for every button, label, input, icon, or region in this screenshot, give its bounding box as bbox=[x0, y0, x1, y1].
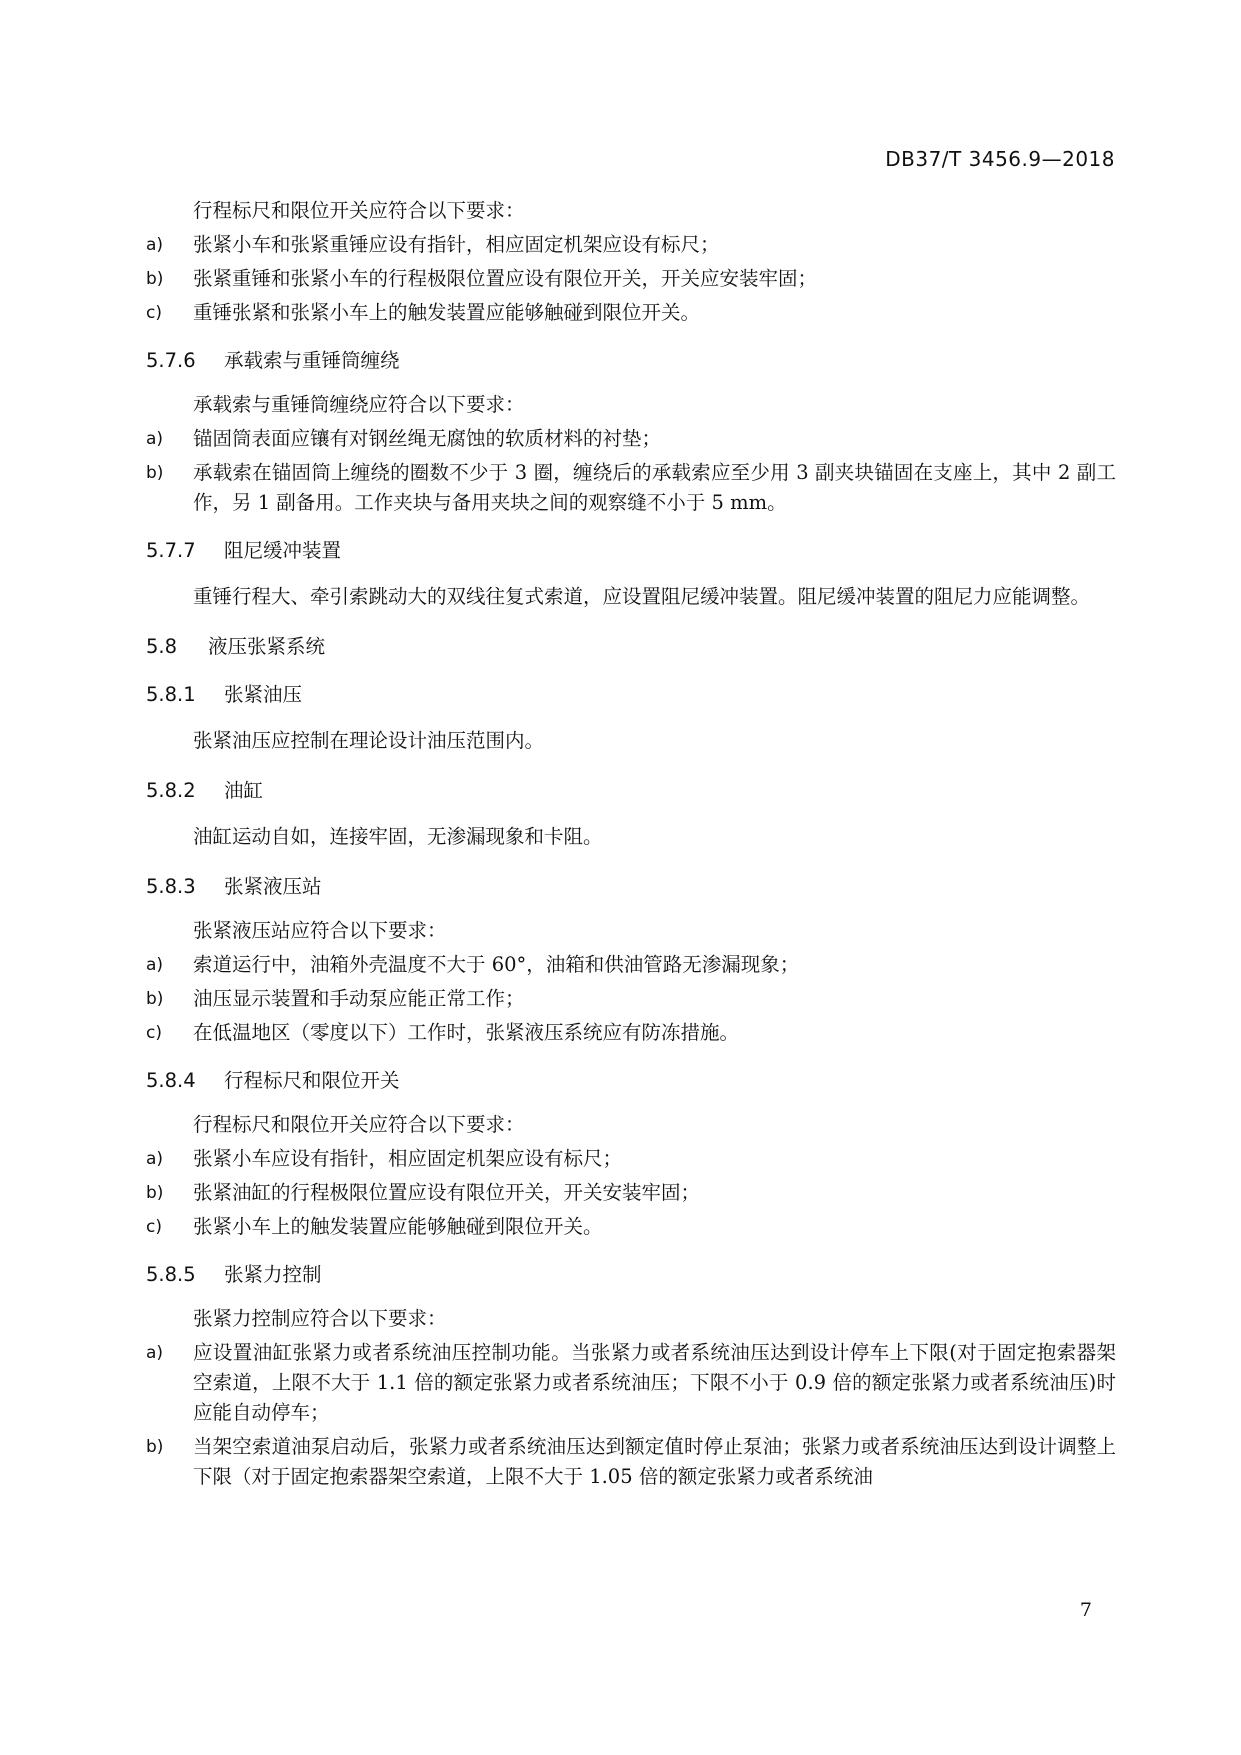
item-label: b) bbox=[146, 1437, 164, 1457]
section-intro: 张紧力控制应符合以下要求： bbox=[193, 1307, 447, 1330]
list-item bbox=[146, 950, 1116, 980]
section-title: 液压张紧系统 bbox=[208, 635, 326, 658]
section-number: 5.8 bbox=[146, 635, 178, 658]
item-text: 重锤张紧和张紧小车上的触发装置应能够触碰到限位开关。 bbox=[193, 301, 701, 324]
list-item bbox=[146, 1144, 1116, 1174]
list-item bbox=[146, 1018, 1116, 1048]
item-text: 锚固筒表面应镶有对钢丝绳无腐蚀的软质材料的衬垫； bbox=[193, 427, 662, 450]
section-title: 张紧液压站 bbox=[224, 875, 322, 898]
section-title: 油缸 bbox=[224, 779, 264, 802]
section-title: 承载索与重锤筒缠绕 bbox=[224, 349, 400, 372]
section-intro: 承载索与重锤筒缠绕应符合以下要求： bbox=[193, 393, 525, 416]
section-body: 张紧油压应控制在理论设计油压范围内。 bbox=[193, 729, 545, 752]
item-text: 张紧重锤和张紧小车的行程极限位置应设有限位开关，开关应安装牢固； bbox=[193, 267, 818, 290]
section-intro: 张紧液压站应符合以下要求： bbox=[193, 919, 447, 942]
item-text: 索道运行中，油箱外壳温度不大于 60°，油箱和供油管路无渗漏现象； bbox=[193, 953, 800, 976]
list-item bbox=[146, 1212, 1116, 1242]
item-text: 当架空索道油泵启动后，张紧力或者系统油压达到额定值时停止泵油；张紧力或者系统油压达到设计调整上下限（对于固定抱索器架空索道，上限不大于 1.05 倍的额定张紧力或者系统油 bbox=[193, 1435, 1116, 1488]
item-label: a) bbox=[146, 235, 164, 255]
section-number: 5.7.7 bbox=[146, 539, 196, 562]
section-number: 5.8.1 bbox=[146, 683, 196, 706]
item-text: 张紧油缸的行程极限位置应设有限位开关，开关安装牢固； bbox=[193, 1181, 701, 1204]
document-code: DB37/T 3456.9—2018 bbox=[885, 147, 1115, 171]
page-content bbox=[146, 196, 1116, 1496]
item-text: 承载索在锚固筒上缠绕的圈数不少于 3 圈，缠绕后的承载索应至少用 3 副夹块锚固在支座上，其中 2 副工作，另 1 副备用。工作夹块与备用夹块之间的观察缝不小于 5 mm。 bbox=[193, 461, 1116, 514]
section-heading bbox=[146, 632, 1116, 662]
section-body: 重锤行程大、牵引索跳动大的双线往复式索道，应设置阻尼缓冲装置。阻尼缓冲装置的阻尼力应能调整。 bbox=[193, 585, 1091, 608]
item-label: b) bbox=[146, 463, 164, 483]
section-number: 5.8.5 bbox=[146, 1263, 196, 1286]
item-label: c) bbox=[146, 1217, 162, 1237]
section-number: 5.8.2 bbox=[146, 779, 196, 802]
section-heading bbox=[146, 872, 1116, 902]
section-intro: 行程标尺和限位开关应符合以下要求： bbox=[193, 1113, 525, 1136]
section-number: 5.8.4 bbox=[146, 1069, 196, 1092]
list-item bbox=[146, 264, 1116, 294]
list-item bbox=[146, 1432, 1116, 1492]
section-heading bbox=[146, 680, 1116, 710]
section-title: 阻尼缓冲装置 bbox=[224, 539, 342, 562]
section-number: 5.7.6 bbox=[146, 349, 196, 372]
section-body: 油缸运动自如，连接牢固，无渗漏现象和卡阻。 bbox=[193, 825, 603, 848]
page-number: 7 bbox=[1079, 1599, 1092, 1621]
section-heading bbox=[146, 1066, 1116, 1096]
list-item bbox=[146, 1338, 1116, 1428]
item-label: a) bbox=[146, 1343, 164, 1363]
item-label: b) bbox=[146, 1183, 164, 1203]
section-intro: 行程标尺和限位开关应符合以下要求： bbox=[193, 199, 525, 222]
section-title: 张紧油压 bbox=[224, 683, 303, 706]
item-label: a) bbox=[146, 955, 164, 975]
item-label: a) bbox=[146, 429, 164, 449]
item-label: b) bbox=[146, 269, 164, 289]
item-label: a) bbox=[146, 1149, 164, 1169]
item-text: 油压显示装置和手动泵应能正常工作； bbox=[193, 987, 525, 1010]
section-heading bbox=[146, 536, 1116, 566]
item-label: b) bbox=[146, 989, 164, 1009]
section-number: 5.8.3 bbox=[146, 875, 196, 898]
section-heading bbox=[146, 1260, 1116, 1290]
list-item bbox=[146, 298, 1116, 328]
list-item bbox=[146, 1178, 1116, 1208]
item-text: 张紧小车和张紧重锤应设有指针，相应固定机架应设有标尺； bbox=[193, 233, 720, 256]
item-text: 张紧小车上的触发装置应能够触碰到限位开关。 bbox=[193, 1215, 603, 1238]
list-item bbox=[146, 984, 1116, 1014]
section-heading bbox=[146, 346, 1116, 376]
section-title: 张紧力控制 bbox=[224, 1263, 322, 1286]
list-item bbox=[146, 230, 1116, 260]
section-heading bbox=[146, 776, 1116, 806]
item-text: 张紧小车应设有指针，相应固定机架应设有标尺； bbox=[193, 1147, 623, 1170]
list-item bbox=[146, 424, 1116, 454]
item-text: 应设置油缸张紧力或者系统油压控制功能。当张紧力或者系统油压达到设计停车上下限(对于固定抱索器架空索道，上限不大于 1.1 倍的额定张紧力或者系统油压；下限不小于 0.9 倍的额定张紧力或者系统油压)时应能自动停车； bbox=[193, 1341, 1116, 1424]
item-label: c) bbox=[146, 1023, 162, 1043]
section-title: 行程标尺和限位开关 bbox=[224, 1069, 400, 1092]
list-item bbox=[146, 458, 1116, 518]
item-text: 在低温地区（零度以下）工作时，张紧液压系统应有防冻措施。 bbox=[193, 1021, 740, 1044]
item-label: c) bbox=[146, 303, 162, 323]
